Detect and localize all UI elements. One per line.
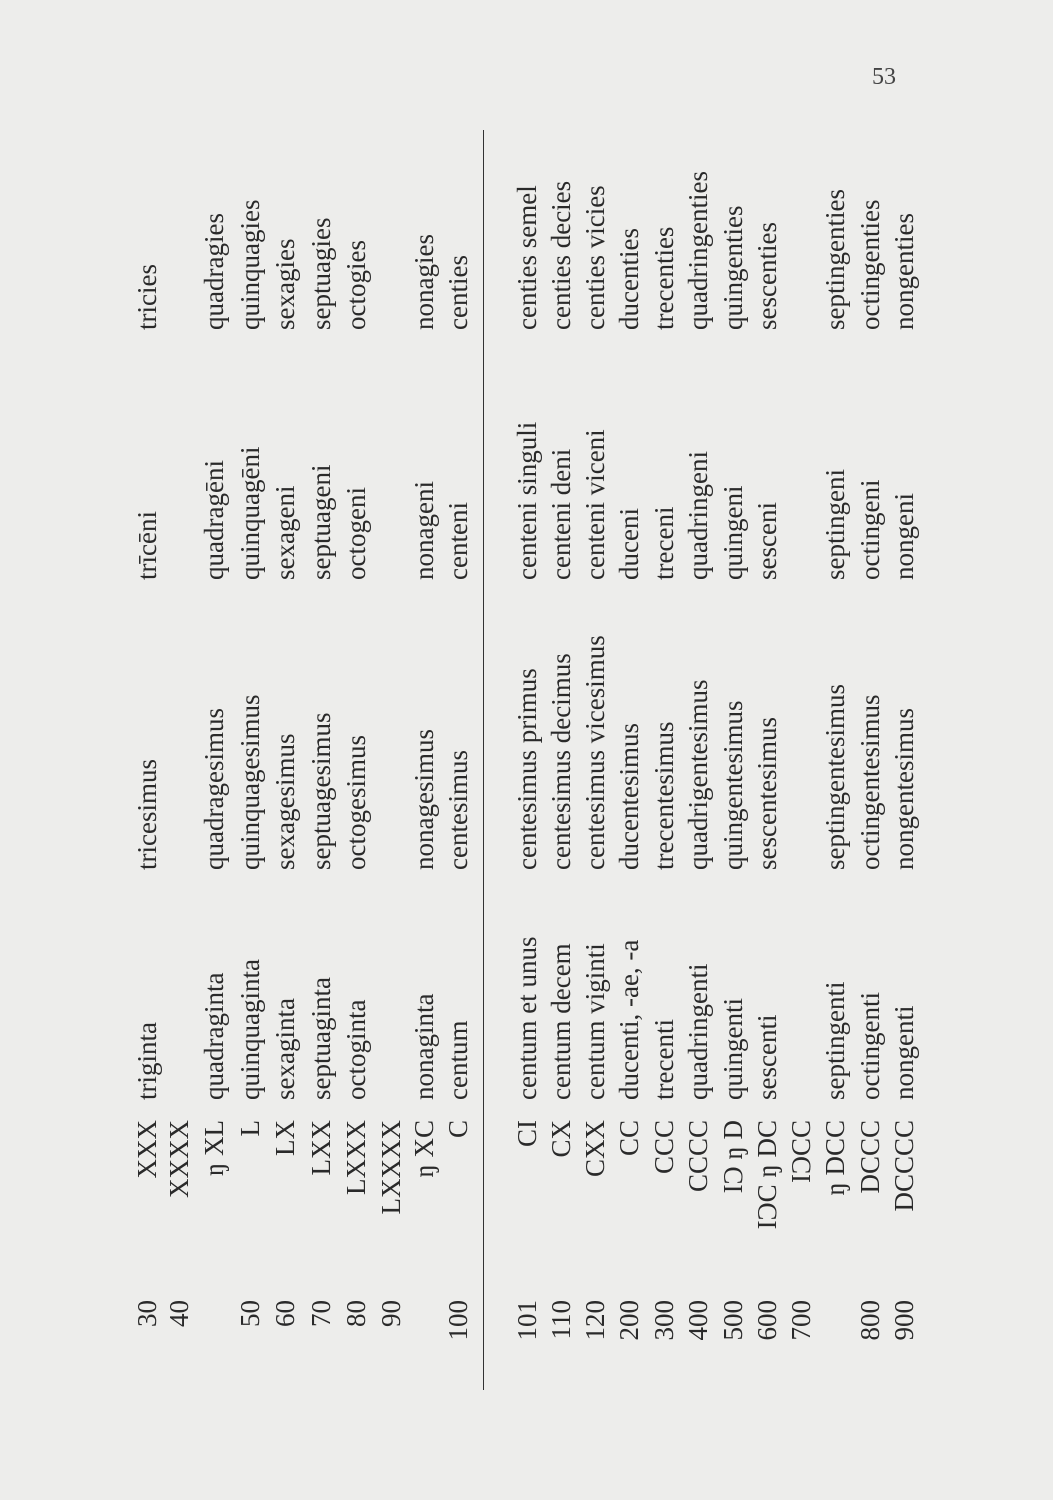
cell-distributive: octingeni [855, 479, 885, 580]
cell-distributive: sesceni [752, 502, 782, 580]
cell-roman: CC [614, 1120, 644, 1157]
cell-cardinal: sescenti [752, 1014, 782, 1100]
cell-roman: ŋ XL [199, 1120, 229, 1177]
cell-ordinal: septuagesimus [306, 712, 336, 870]
cell-adverb: quadringenties [683, 171, 713, 330]
cell-adverb: septingenties [820, 189, 850, 330]
cell-cardinal: trecenti [649, 1019, 679, 1100]
cell-adverb: nonagies [409, 234, 439, 330]
cell-cardinal: centum [443, 1020, 473, 1100]
cell-arabic: 600 [752, 1300, 782, 1341]
cell-distributive: quadringeni [683, 451, 713, 580]
cell-roman: CCC [649, 1120, 679, 1175]
cell-roman: ŋ XC [409, 1120, 439, 1178]
cell-adverb: octogies [341, 240, 371, 330]
cell-arabic [197, 1300, 231, 1370]
cell-adverb [374, 120, 408, 330]
cell-cardinal: octoginta [341, 999, 371, 1100]
cell-roman: IϽCC [786, 1120, 816, 1184]
cell-roman: LXXXX [376, 1120, 406, 1215]
cell-adverb: quinquagies [235, 199, 265, 330]
cell-distributive: centeni deni [546, 448, 576, 580]
cell-cardinal: triginta [132, 1022, 162, 1100]
cell-adverb: sexagies [270, 238, 300, 330]
cell-roman: LX [270, 1120, 300, 1156]
section-divider [483, 130, 484, 1390]
cell-arabic: 40 [164, 1300, 194, 1327]
cell-cardinal [374, 870, 408, 1100]
cell-distributive: nongeni [889, 493, 919, 580]
cell-distributive: octogeni [341, 487, 371, 580]
cell-adverb: ducenties [614, 228, 644, 330]
cell-ordinal: octingentesimus [855, 694, 885, 870]
cell-roman: C [443, 1120, 473, 1139]
cell-distributive [162, 350, 196, 580]
cell-ordinal: septingentesimus [820, 684, 850, 870]
cell-distributive: treceni [649, 506, 679, 580]
cell-arabic: 900 [889, 1300, 919, 1341]
cell-distributive: sexageni [270, 485, 300, 580]
cell-roman: DCCCC [889, 1120, 919, 1212]
cell-cardinal: octingenti [855, 992, 885, 1100]
cell-arabic: 700 [786, 1300, 816, 1341]
cell-roman: LXXX [341, 1120, 371, 1195]
cell-adverb [162, 120, 196, 330]
cell-arabic: 500 [718, 1300, 748, 1341]
numeral-table [0, 130, 1053, 1370]
cell-ordinal: quadrigentesimus [683, 679, 713, 870]
cell-adverb: quingenties [718, 205, 748, 330]
cell-cardinal: sexaginta [270, 998, 300, 1100]
cell-adverb: quadragies [199, 213, 229, 330]
cell-ordinal: ducentesimus [614, 723, 644, 870]
cell-ordinal: nongentesimus [889, 708, 919, 870]
cell-ordinal: centesimus [443, 750, 473, 870]
cell-distributive: trīcēni [132, 511, 162, 580]
cell-arabic: 80 [341, 1300, 371, 1327]
cell-arabic: 110 [546, 1300, 576, 1340]
cell-adverb: centies vicies [580, 185, 610, 330]
cell-cardinal [162, 870, 196, 1100]
cell-arabic: 120 [580, 1300, 610, 1341]
cell-arabic: 30 [132, 1300, 162, 1327]
cell-distributive: septuageni [306, 464, 336, 580]
cell-arabic: 101 [512, 1300, 542, 1341]
cell-cardinal: quingenti [718, 998, 748, 1100]
cell-adverb: nongenties [889, 213, 919, 330]
cell-roman: XXXX [164, 1120, 194, 1198]
cell-ordinal: quadragesimus [199, 708, 229, 870]
cell-arabic: 800 [855, 1300, 885, 1341]
cell-ordinal: sexagesimus [270, 733, 300, 870]
cell-distributive [374, 350, 408, 580]
cell-cardinal: ducenti, -ae, -a [614, 939, 644, 1100]
cell-arabic: 50 [235, 1300, 265, 1327]
cell-cardinal: centum viginti [580, 943, 610, 1100]
cell-ordinal: centesimus primus [512, 668, 542, 870]
cell-distributive: centeni viceni [580, 429, 610, 580]
cell-roman: CCCC [683, 1120, 713, 1193]
cell-ordinal: centesimus vicesimus [580, 635, 610, 870]
cell-distributive: duceni [614, 508, 644, 580]
cell-roman: L [235, 1120, 265, 1137]
cell-arabic: 300 [649, 1300, 679, 1341]
cell-arabic: 200 [614, 1300, 644, 1341]
cell-adverb: sescenties [752, 222, 782, 330]
cell-ordinal [784, 580, 818, 870]
cell-distributive: centeni [443, 502, 473, 580]
cell-cardinal: quinquaginta [235, 959, 265, 1100]
cell-ordinal: octogesimus [341, 735, 371, 870]
cell-cardinal: nongenti [889, 1005, 919, 1100]
cell-ordinal: sescentesimus [752, 717, 782, 870]
cell-adverb: centies [443, 255, 473, 330]
cell-adverb: octingenties [855, 199, 885, 330]
cell-arabic: 100 [443, 1300, 473, 1341]
cell-distributive: quingeni [718, 485, 748, 580]
cell-cardinal: nonaginta [409, 993, 439, 1100]
cell-ordinal: nonagesimus [409, 729, 439, 870]
cell-roman: XXX [132, 1120, 162, 1179]
cell-cardinal [784, 870, 818, 1100]
cell-ordinal: quingentesimus [718, 700, 748, 870]
cell-arabic [407, 1300, 441, 1370]
cell-roman: DCCC [855, 1120, 885, 1194]
cell-arabic: 70 [306, 1300, 336, 1327]
cell-distributive: nonageni [409, 481, 439, 580]
cell-roman: IϽ ŋ D [718, 1120, 748, 1194]
cell-roman: CI [512, 1120, 542, 1147]
cell-ordinal: quinquagesimus [235, 694, 265, 870]
cell-arabic: 60 [270, 1300, 300, 1327]
cell-ordinal: trecentesimus [649, 721, 679, 870]
cell-roman: LXX [306, 1120, 336, 1176]
cell-distributive: septingeni [820, 469, 850, 580]
cell-roman: CX [546, 1120, 576, 1158]
cell-arabic: 400 [683, 1300, 713, 1341]
page-number: 53 [872, 64, 896, 90]
cell-cardinal: centum et unus [512, 936, 542, 1100]
cell-distributive: quinquagēni [235, 446, 265, 580]
cell-roman: IϽC ŋ DC [752, 1120, 782, 1230]
cell-cardinal: quadraginta [199, 972, 229, 1100]
cell-adverb: centies semel [512, 185, 542, 330]
cell-distributive [784, 350, 818, 580]
cell-arabic: 90 [376, 1300, 406, 1327]
cell-ordinal: centesimus decimus [546, 653, 576, 870]
cell-arabic [818, 1300, 852, 1370]
cell-cardinal: centum decem [546, 943, 576, 1100]
cell-distributive: quadragēni [199, 460, 229, 580]
cell-adverb: trecenties [649, 226, 679, 330]
cell-roman: CXX [580, 1120, 610, 1178]
cell-roman: ŋ DCC [820, 1120, 850, 1196]
cell-ordinal [162, 580, 196, 870]
cell-cardinal: septuaginta [306, 977, 336, 1100]
cell-ordinal: tricesimus [132, 759, 162, 870]
cell-adverb: centies decies [546, 180, 576, 330]
cell-adverb [784, 120, 818, 330]
cell-ordinal [374, 580, 408, 870]
cell-adverb: septuagies [306, 217, 336, 330]
cell-cardinal: septingenti [820, 981, 850, 1100]
cell-adverb: tricies [132, 264, 162, 330]
cell-distributive: centeni singuli [512, 421, 542, 580]
cell-cardinal: quadringenti [683, 963, 713, 1100]
